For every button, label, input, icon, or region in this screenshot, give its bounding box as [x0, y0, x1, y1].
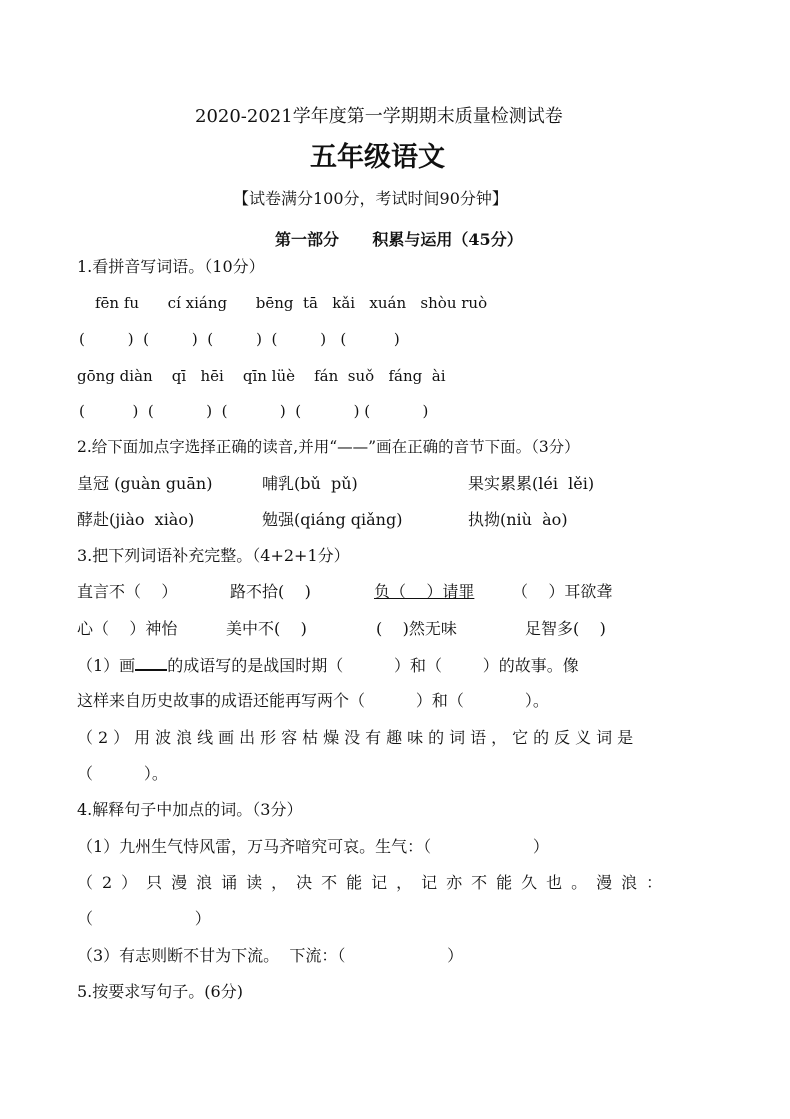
subject-title: 五年级语文: [310, 142, 445, 173]
question-2-title: 2.给下面加点字选择正确的读音,并用“——”画在正确的音节下面。（3分）: [77, 438, 580, 456]
question-5-title: 5.按要求写句子。(6分): [77, 982, 243, 1001]
q4-sub2-line1: （2）只漫浪诵读，决不能记，记亦不能久也。漫浪：: [77, 873, 672, 892]
q4-sub2-line2: （ ）: [77, 909, 211, 928]
q2-item: 执拗(niù ào): [468, 510, 568, 529]
answer-blanks-row-2: ( ) ( ) ( ) ( ) ( ): [79, 402, 429, 420]
q4-sub1: （1）九州生气恃风雷，万马齐喑究可哀。生气：（ ）: [77, 837, 549, 856]
answer-blanks-row-1: ( ) ( ) ( ) ( ) ( ): [79, 330, 400, 348]
q3-sub2-line2: （ ）。: [77, 764, 168, 783]
q2-item: 皇冠 (guàn guān): [77, 474, 213, 493]
idiom-blank-underlined: 负（ ）请罪: [374, 582, 475, 601]
q2-item: 果实累累(léi lěi): [468, 474, 595, 493]
underline-blank: [135, 655, 167, 671]
question-1-title: 1.看拼音写词语。（10分）: [77, 257, 265, 276]
q3-sub2-line1: （2）用波浪线画出形容枯燥没有趣味的词语，它的反义词是: [77, 728, 639, 747]
question-3-title: 3.把下列词语补充完整。（4+2+1分）: [77, 546, 350, 565]
idiom-blank: ( )然无味: [376, 619, 457, 638]
exam-notice: 【试卷满分100分，考试时间90分钟】: [233, 189, 508, 208]
q4-sub3: （3）有志则断不甘为下流。 下流：（ ）: [77, 946, 464, 965]
idiom-blank: 路不拾( ): [230, 582, 311, 601]
q2-item: 勉强(qiáng qiǎng): [262, 510, 403, 529]
pinyin-row-1: fēn fu cí xiáng bēng tā kǎi xuán shòu ruò: [95, 294, 488, 312]
pinyin-row-2: gōng diàn qī hēi qīn lüè fán suǒ fáng ài: [77, 367, 446, 385]
exam-title: 2020-2021学年度第一学期期末质量检测试卷: [195, 106, 563, 127]
q3-sub1-label: （1）画: [77, 656, 136, 675]
q3-sub1-line2: 这样来自历史故事的成语还能再写两个（ ）和（ ）。: [77, 691, 549, 710]
q3-sub1-text: 的成语写的是战国时期（ ）和（ ）的故事。像: [167, 656, 579, 675]
q3-sub1-line1: [77, 655, 579, 676]
idiom-blank: 心（ ）神怡: [77, 619, 178, 638]
q2-item: 酵赴(jiào xiào): [77, 510, 195, 529]
idiom-blank: 美中不( ): [226, 619, 307, 638]
q2-item: 哺乳(bǔ pǔ): [262, 474, 358, 493]
idiom-blank: 足智多( ): [525, 619, 606, 638]
idiom-blank: （ ）耳欲聋: [512, 582, 613, 601]
question-4-title: 4.解释句子中加点的词。（3分）: [77, 800, 303, 819]
part-title: 第一部分 积累与运用（45分）: [275, 230, 523, 249]
idiom-blank: 直言不（ ）: [77, 582, 178, 601]
